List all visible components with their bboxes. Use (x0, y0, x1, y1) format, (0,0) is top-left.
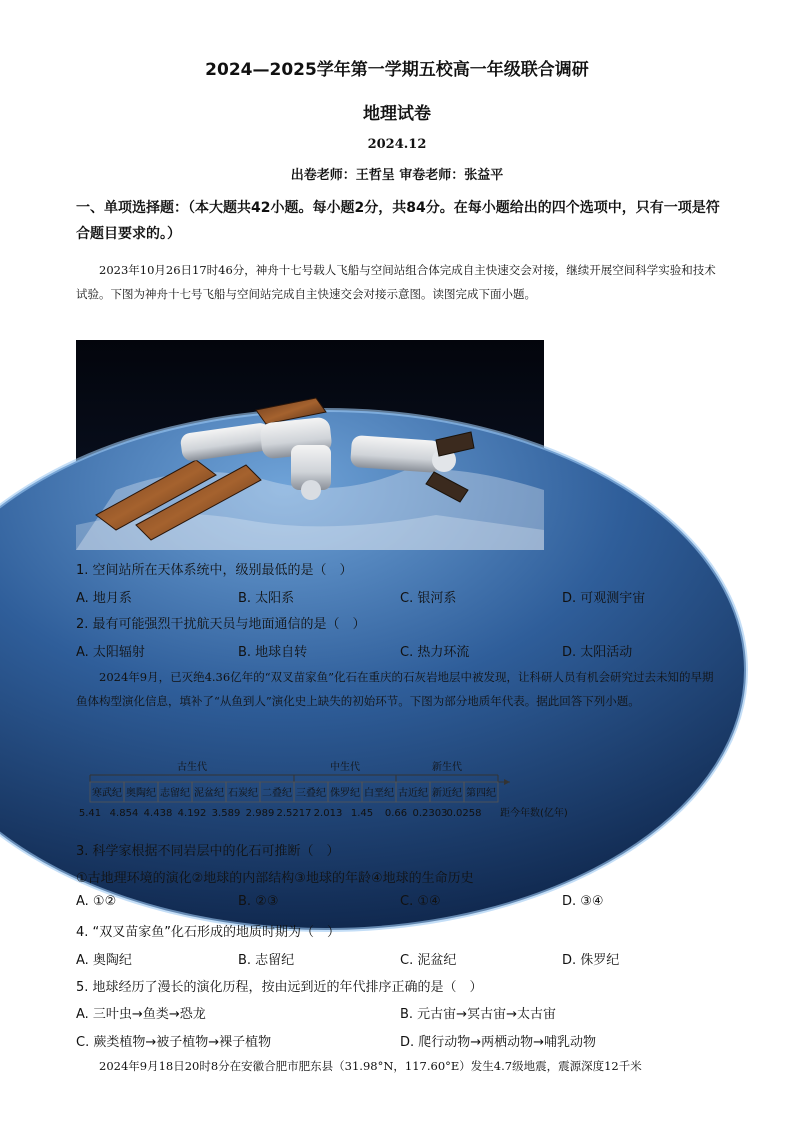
age-label: 0.2303 (412, 808, 448, 819)
question-3-stem: 3. 科学家根据不同岩层中的化石可推断（ ） (76, 844, 340, 859)
age-label: 4.192 (177, 808, 207, 819)
period-label: 古近纪 (398, 788, 428, 799)
q5-option-d[interactable]: D. 爬行动物→两栖动物→哺乳动物 (400, 1035, 597, 1050)
period-label: 泥盆纪 (194, 788, 224, 799)
period-label: 三叠纪 (296, 788, 326, 799)
q4-option-a[interactable]: A. 奥陶纪 (76, 953, 132, 968)
q5-option-c[interactable]: C. 蕨类植物→被子植物→裸子植物 (76, 1035, 272, 1050)
period-label: 侏罗纪 (330, 788, 360, 799)
exam-title: 2024—2025学年第一学期五校高一年级联合调研 (205, 60, 589, 80)
q3-option-d[interactable]: D. ③④ (562, 894, 604, 909)
exam-subject: 地理试卷 (363, 104, 431, 124)
passage-2: 2024年9月，已灭绝4.36亿年的“双叉苗家鱼”化石在重庆的石灰岩地层中被发现，让科研人员有机会研究过去未知的早期鱼体构型演化信息，填补了“从鱼到人”演化史上缺失的初始环节。下图为部分地质年代表。据此回答下列小题。 (76, 670, 714, 708)
q2-option-b[interactable]: B. 地球自转 (238, 645, 308, 660)
period-label: 石炭纪 (228, 788, 258, 799)
q1-option-b[interactable]: B. 太阳系 (238, 591, 295, 606)
period-label: 白垩纪 (364, 788, 394, 799)
q4-option-c[interactable]: C. 泥盆纪 (400, 953, 457, 968)
age-label: 4.854 (109, 808, 139, 819)
section-heading: 一、单项选择题：（本大题共42小题。每小题2分，共84分。在每小题给出的四个选项中，只有一项是符合题目要求的。） (76, 200, 720, 242)
geologic-time-chart (78, 757, 568, 827)
axis-label: 距今年数(亿年) (500, 808, 568, 819)
age-label: 0.66 (384, 808, 408, 819)
era-label: 古生代 (177, 762, 207, 773)
period-label: 二叠纪 (262, 788, 292, 799)
question-3-statement: ①古地理环境的演化②地球的内部结构③地球的年龄④地球的生命历史 (76, 871, 474, 886)
age-label: 5.41 (78, 808, 102, 819)
passage-1: 2023年10月26日17时46分，神舟十七号载人飞船与空间站组合体完成自主快速交会对接，继续开展空间科学实验和技术试验。下图为神舟十七号飞船与空间站完成自主快速交会对接示意图。读图完成下面小题。 (76, 263, 716, 301)
q3-option-a[interactable]: A. ①② (76, 894, 117, 909)
geologic-time-table (78, 757, 568, 827)
q3-option-c[interactable]: C. ①④ (400, 894, 441, 909)
q1-option-a[interactable]: A. 地月系 (76, 591, 132, 606)
period-label: 志留纪 (160, 788, 190, 799)
space-station-photo (76, 340, 544, 550)
question-2-stem: 2. 最有可能强烈干扰航天员与地面通信的是（ ） (76, 617, 366, 632)
age-label: 2.5217 (276, 808, 312, 819)
era-label: 中生代 (330, 762, 360, 773)
q2-option-c[interactable]: C. 热力环流 (400, 645, 470, 660)
era-label: 新生代 (432, 762, 462, 773)
q2-option-d[interactable]: D. 太阳活动 (562, 645, 633, 660)
age-label: 2.013 (313, 808, 343, 819)
q3-option-b[interactable]: B. ②③ (238, 894, 279, 909)
space-station-illustration (76, 340, 544, 550)
age-label: 3.589 (211, 808, 241, 819)
q5-option-a[interactable]: A. 三叶虫→鱼类→恐龙 (76, 1007, 206, 1022)
period-label: 新近纪 (432, 788, 462, 799)
exam-teachers: 出卷老师：王哲呈 审卷老师：张益平 (290, 168, 504, 183)
time-axis-arrow (504, 779, 510, 785)
question-5-stem: 5. 地球经历了漫长的演化历程，按由远到近的年代排序正确的是（ ） (76, 980, 483, 995)
age-label: 1.45 (350, 808, 374, 819)
age-label: 4.438 (143, 808, 173, 819)
question-4-stem: 4. “双叉苗家鱼”化石形成的地质时期为（ ） (76, 925, 341, 940)
question-1-stem: 1. 空间站所在天体系统中，级别最低的是（ ） (76, 563, 353, 578)
period-label: 寒武纪 (92, 788, 122, 799)
exam-date: 2024.12 (367, 137, 427, 152)
q1-option-c[interactable]: C. 银河系 (400, 591, 457, 606)
passage-3: 2024年9月18日20时8分在安徽合肥市肥东县（31.98°N，117.60°E）发生4.7级地震，震源深度12千米 (99, 1059, 642, 1073)
q4-option-d[interactable]: D. 侏罗纪 (562, 953, 620, 968)
q2-option-a[interactable]: A. 太阳辐射 (76, 645, 145, 660)
period-label: 奥陶纪 (126, 788, 156, 799)
age-label: 0.0258 (446, 808, 482, 819)
q5-option-b[interactable]: B. 元古宙→冥古宙→太古宙 (400, 1007, 556, 1022)
age-label: 2.989 (245, 808, 275, 819)
q1-option-d[interactable]: D. 可观测宇宙 (562, 591, 646, 606)
q4-option-b[interactable]: B. 志留纪 (238, 953, 295, 968)
period-label: 第四纪 (466, 788, 496, 799)
